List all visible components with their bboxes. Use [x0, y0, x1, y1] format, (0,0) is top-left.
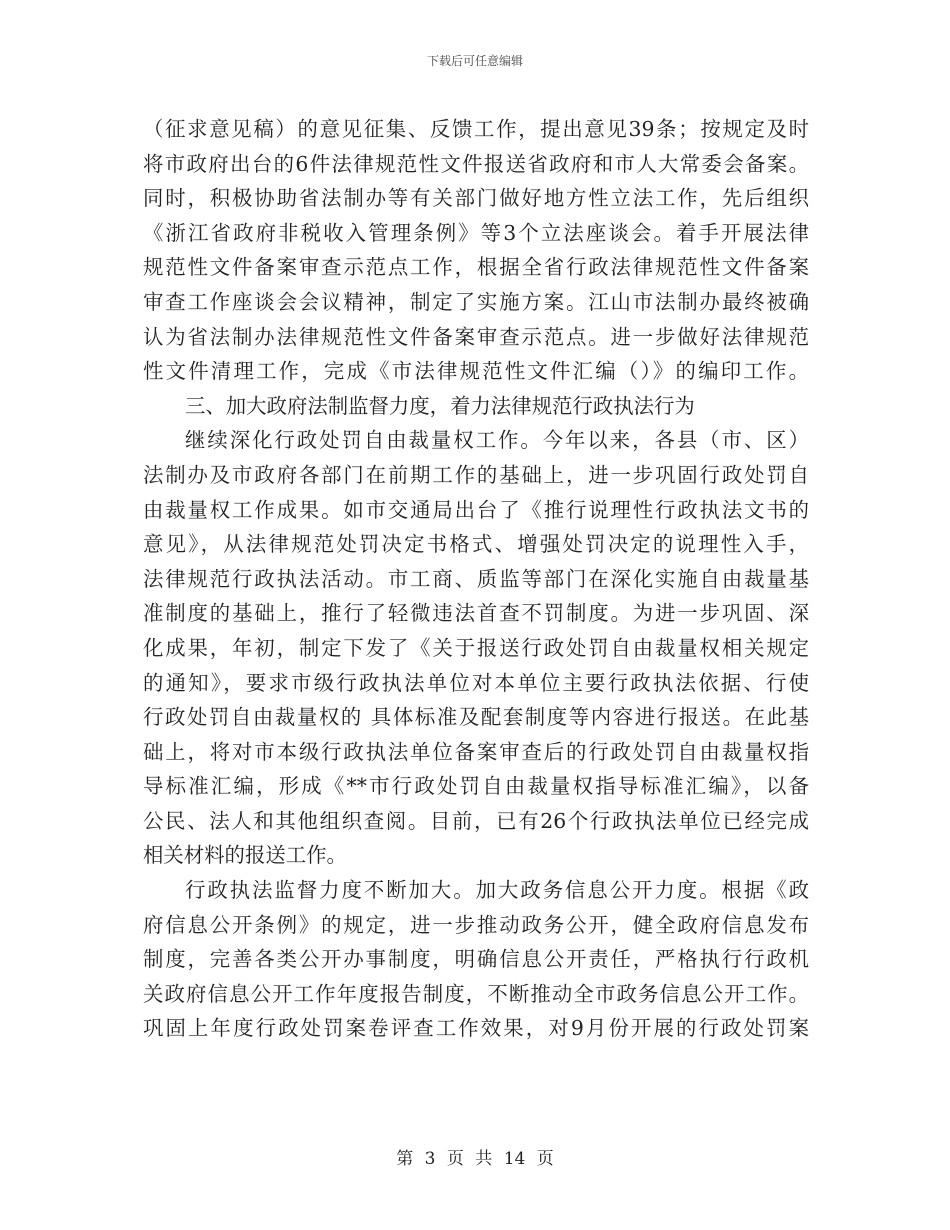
text-line: 府信息公开条例》的规定，进一步推动政务公开，健全政府信息发布: [143, 912, 809, 937]
text-line: 继续深化行政处罚自由裁量权工作。今年以来，各县（市、区）: [185, 428, 809, 453]
text-line: 化成果，年初，制定下发了《关于报送行政处罚自由裁量权相关规定: [143, 635, 809, 660]
page-number-footer: 第 3 页 共 14 页: [396, 1149, 554, 1169]
text-line: （征求意见稿）的意见征集、反馈工作，提出意见39条；按规定及时: [143, 117, 809, 141]
text-line: 的通知》，要求市级行政执法单位对本单位主要行政执法依据、行使: [143, 670, 809, 695]
text-line: 同时，积极协助省法制办等有关部门做好地方性立法工作，先后组织: [143, 186, 809, 211]
text-line: 将市政府出台的6件法律规范性文件报送省政府和市人大常委会备案。: [143, 151, 809, 176]
text-line: 认为省法制办法律规范性文件备案审查示范点。进一步做好法律规范: [143, 324, 809, 349]
text-line: 审查工作座谈会会议精神，制定了实施方案。江山市法制办最终被确: [143, 289, 809, 314]
page-header: 下载后可任意编辑: [426, 54, 523, 68]
text-line: 规范性文件备案审查示范点工作，根据全省行政法律规范性文件备案: [143, 255, 809, 280]
text-line: 础上，将对市本级行政执法单位备案审查后的行政处罚自由裁量权指: [143, 739, 809, 764]
text-line: 公民、法人和其他组织查阅。目前，已有26个行政执法单位已经完成: [143, 808, 809, 833]
text-line: 性文件清理工作，完成《市法律规范性文件汇编（）》的编印工作。: [143, 359, 809, 384]
text-line: 法律规范行政执法活动。市工商、质监等部门在深化实施自由裁量基: [143, 566, 809, 591]
text-line: 意见》，从法律规范处罚决定书格式、增强处罚决定的说理性入手，: [143, 532, 809, 557]
text-line: 行政处罚自由裁量权的 具体标准及配套制度等内容进行报送。在此基: [143, 705, 809, 730]
document-body: [143, 112, 809, 1046]
text-line: 《浙江省政府非税收入管理条例》等3个立法座谈会。着手开展法律: [143, 220, 809, 245]
text-line: 关政府信息公开工作年度报告制度，不断推动全市政务信息公开工作。: [143, 981, 809, 1006]
text-line: 准制度的基础上，推行了轻微违法首查不罚制度。为进一步巩固、深: [143, 601, 809, 626]
text-line: 巩固上年度行政处罚案卷评查工作效果，对9月份开展的行政处罚案: [143, 1016, 809, 1041]
text-line: 法制办及市政府各部门在前期工作的基础上，进一步巩固行政处罚自: [143, 462, 809, 487]
text-line: 由裁量权工作成果。如市交通局出台了《推行说理性行政执法文书的: [143, 497, 809, 522]
section-heading: 三、加大政府法制监督力度，着力法律规范行政执法行为: [185, 393, 695, 418]
text-line: 制度，完善各类公开办事制度，明确信息公开责任，严格执行行政机: [143, 947, 809, 972]
text-line: 相关材料的报送工作。: [143, 843, 347, 868]
text-line: 行政执法监督力度不断加大。加大政务信息公开力度。根据《政: [185, 878, 809, 903]
text-line: 导标准汇编，形成《**市行政处罚自由裁量权指导标准汇编》，以备: [143, 774, 809, 799]
